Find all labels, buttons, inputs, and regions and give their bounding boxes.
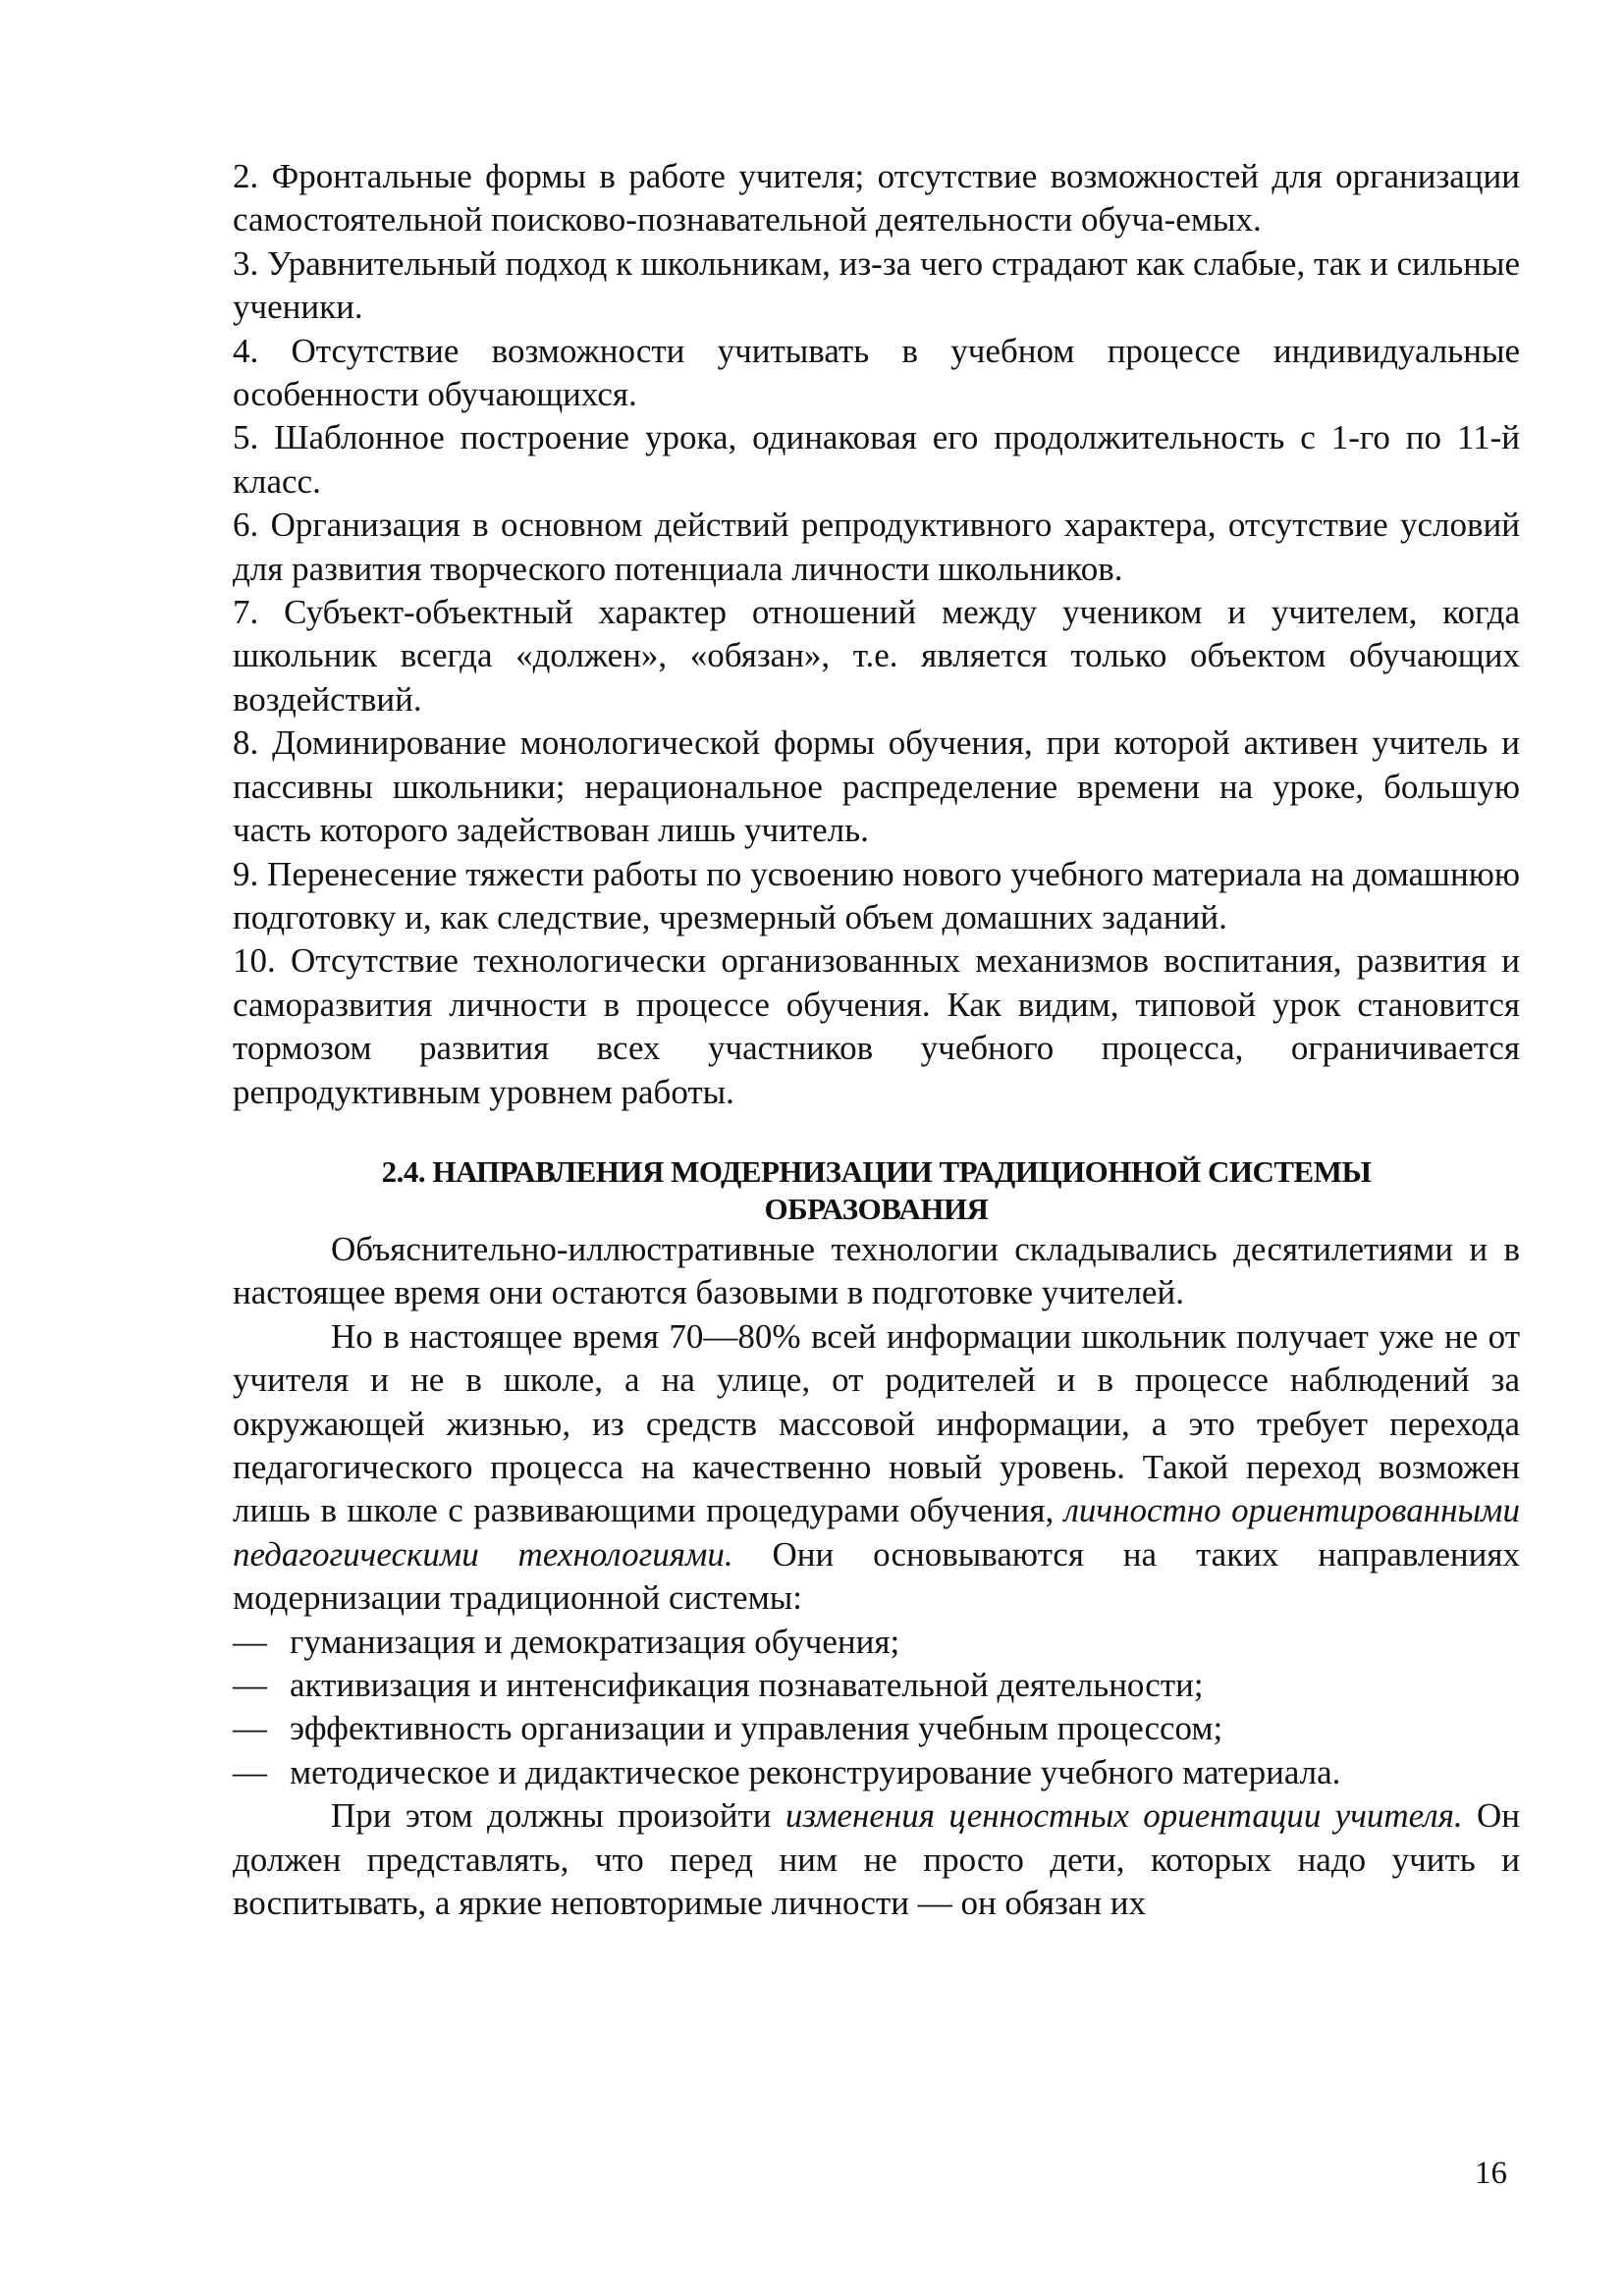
section-heading xyxy=(233,1153,1520,1228)
dash-bullet: — xyxy=(233,1666,267,1704)
document-page xyxy=(233,155,1520,1925)
list-item-6: 6. Организация в основном действий репродуктивного характера, отсутствие условий для развития творческого потенциала личности школьников. xyxy=(233,506,1520,588)
list-item-4: 4. Отсутствие возможности учитывать в учебном процессе индивидуальные особенности обучающихся. xyxy=(233,331,1520,414)
list-item-10: 10. Отсутствие технологически организованных механизмов воспитания, развития и саморазвития личности в процессе обучения. Как видим, типовой урок становится тормозом развития всех участников учебного процесса, ограничивается репродуктивным уровнем работы. xyxy=(233,941,1520,1111)
list-item-8: 8. Доминирование монологической формы обучения, при которой активен учитель и пассивны школьники; нерациональное распределение времени на уроке, большую часть которого задействован лишь учитель. xyxy=(233,723,1520,850)
paragraph-3-italic: изменения ценностных ориентации учителя. xyxy=(785,1796,1463,1836)
dash-list-item-text: активизация и интенсификация познавательной деятельности; xyxy=(290,1666,1204,1704)
paragraph-2-italic: личностно ориентированными педагогическими технологиями. xyxy=(233,1491,1520,1574)
paragraph-3-text-end: Он должен представлять, что перед ним не просто дети, которых надо учить и воспитывать, а яркие неповторимые личности — он обязан их xyxy=(233,1796,1520,1923)
paragraph-3-text-start: При этом должны произойти xyxy=(331,1796,785,1836)
paragraph-3 xyxy=(233,1794,1520,1925)
paragraph-2-text-end: Они основываются на таких направлениях модернизации традиционной системы: xyxy=(233,1534,1520,1618)
list-item-2: 2. Фронтальные формы в работе учителя; отсутствие возможностей для организации самостоятельной поисково-познавательной деятельности обуча-емых. xyxy=(233,157,1520,240)
list-item-7: 7. Субъект-объектный характер отношений между учеником и учителем, когда школьник всегда «должен», «обязан», т.е. является только объектом обучающих воздействий. xyxy=(233,593,1520,719)
paragraph-2-text-start: Но в настоящее время 70—80% всей информации школьник получает уже не от учителя и не в школе, а на улице, от родителей и в процессе наблюдений за окружающей жизнью, из средств массовой информации, а это требует перехода педагогического процесса на качественно новый уровень. Такой переход возможен лишь в школе с развивающими процедурами обучения, xyxy=(233,1316,1520,1530)
dash-bullet: — xyxy=(233,1709,267,1748)
dash-list-item xyxy=(233,1751,1520,1794)
list-item-5: 5. Шаблонное построение урока, одинаковая его продолжительность с 1-го по 11-й класс. xyxy=(233,418,1520,501)
page-number: 16 xyxy=(1475,2156,1507,2191)
paragraph-2 xyxy=(233,1315,1520,1621)
dash-bullet: — xyxy=(233,1622,267,1661)
section-heading-line2: ОБРАЗОВАНИЯ xyxy=(764,1191,989,1226)
paragraph-1: Объяснительно-иллюстративные технологии складывались десятилетиями и в настоящее время они остаются базовыми в подготовке учителей. xyxy=(233,1229,1520,1312)
list-item-9: 9. Перенесение тяжести работы по усвоению нового учебного материала на домашнюю подготовку и, как следствие, чрезмерный объем домашних заданий. xyxy=(233,854,1520,936)
dash-list-item-text: гуманизация и демократизация обучения; xyxy=(290,1622,900,1661)
dash-list-item-text: эффективность организации и управления учебным процессом; xyxy=(290,1709,1223,1748)
section-heading-line1: 2.4. НАПРАВЛЕНИЯ МОДЕРНИЗАЦИИ ТРАДИЦИОННОЙ СИСТЕМЫ xyxy=(381,1153,1372,1189)
dash-list-item xyxy=(233,1707,1520,1750)
dash-list-item-text: методическое и дидактическое реконструирование учебного материала. xyxy=(290,1752,1341,1791)
dash-list-item xyxy=(233,1664,1520,1707)
dash-bullet: — xyxy=(233,1752,267,1791)
list-item-3: 3. Уравнительный подход к школьникам, из-за чего страдают как слабые, так и сильные ученики. xyxy=(233,243,1520,327)
dash-list-item xyxy=(233,1621,1520,1664)
